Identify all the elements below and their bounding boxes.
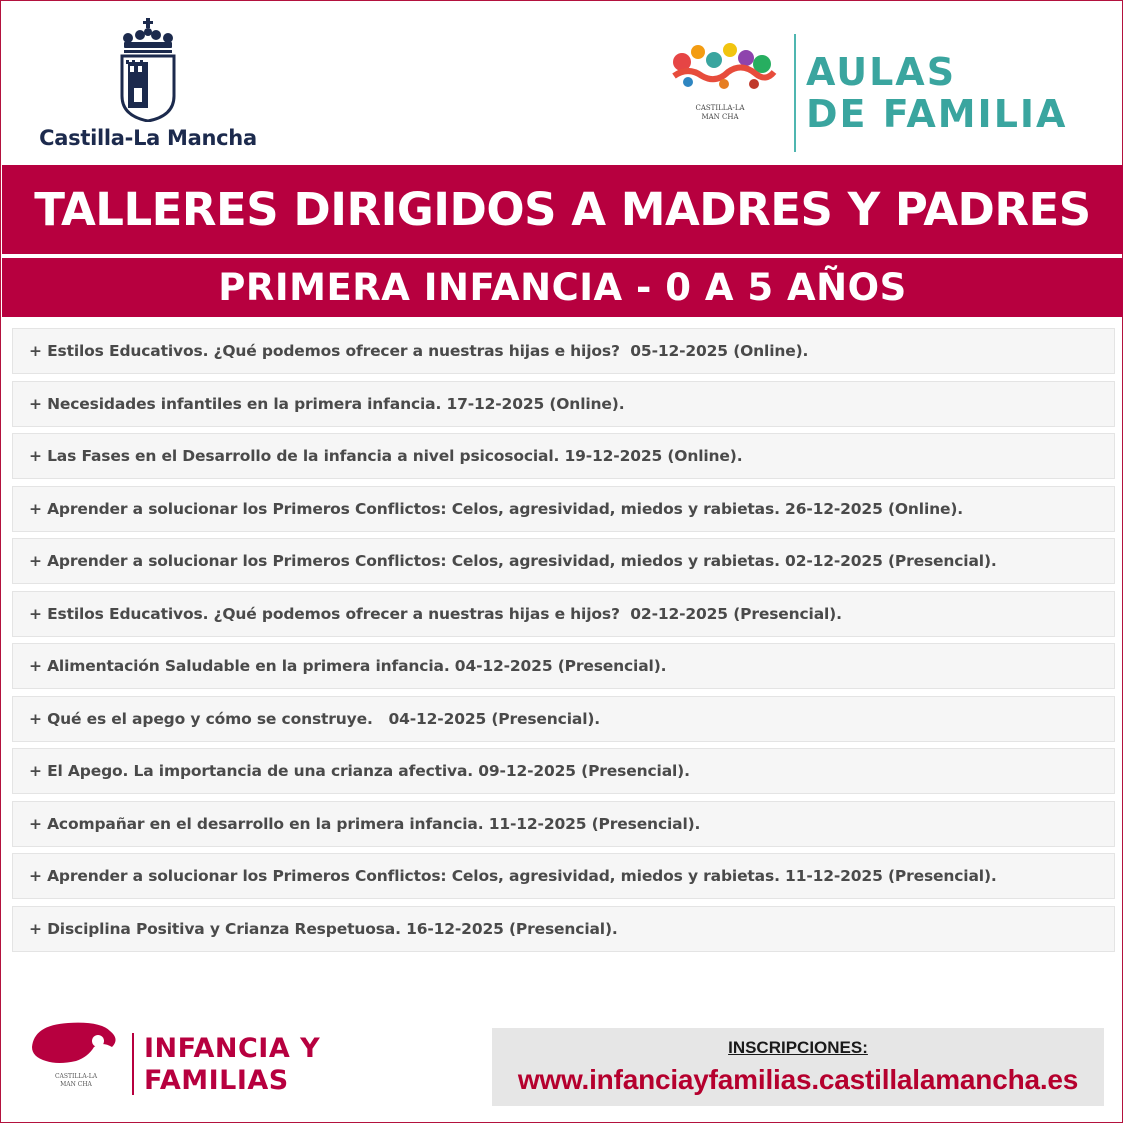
workshop-text: + Qué es el apego y cómo se construye. 04-12-2025 (Presencial).: [29, 709, 601, 728]
workshop-text: + Estilos Educativos. ¿Qué podemos ofrecer a nuestras hijas e hijos? 02-12-2025 (Presencial).: [29, 604, 842, 623]
workshop-text: + Aprender a solucionar los Primeros Conflictos: Celos, agresividad, miedos y rabietas. 11-12-2025 (Presencial).: [29, 867, 997, 885]
inscripciones-label: INSCRIPCIONES:: [728, 1038, 868, 1057]
aulas-logo-line2: DE FAMILIA: [806, 92, 1068, 136]
castilla-la-mancha-logo: [38, 18, 258, 158]
workshop-list: [12, 328, 1115, 958]
workshop-text: + Estilos Educativos. ¿Qué podemos ofrecer a nuestras hijas e hijos? 05-12-2025 (Online).: [29, 342, 809, 360]
workshop-text: + Aprender a solucionar los Primeros Conflictos: Celos, agresividad, miedos y rabietas. 02-12-2025 (Presencial).: [29, 552, 997, 570]
list-item: [12, 538, 1115, 584]
infancia-logo-line2: FAMILIAS: [144, 1065, 289, 1096]
aulas-region-text: CASTILLA-LA MAN CHA: [695, 104, 745, 121]
infancia-familias-emblem-icon: [28, 1017, 124, 1073]
workshop-text: + El Apego. La importancia de una crianza afectiva. 09-12-2025 (Presencial).: [29, 762, 690, 780]
list-item: [12, 328, 1115, 374]
workshop-text: + Las Fases en el Desarrollo de la infancia a nivel psicosocial. 19-12-2025 (Online).: [29, 447, 743, 465]
infancia-region-text: CASTILLA-LA MAN CHA: [54, 1073, 98, 1088]
infancia-logo-line1: INFANCIA Y: [144, 1033, 321, 1064]
infancia-y-familias-logo: [28, 1015, 358, 1115]
list-item: [12, 906, 1115, 952]
workshop-text: + Necesidades infantiles en la primera infancia. 17-12-2025 (Online).: [29, 394, 625, 413]
inscripciones-box: [492, 1028, 1104, 1106]
workshop-text: + Acompañar en el desarrollo en la primera infancia. 11-12-2025 (Presencial).: [29, 814, 701, 833]
logo-divider: [132, 1033, 134, 1095]
aulas-de-familia-logo: [668, 30, 1068, 155]
list-item: [12, 696, 1115, 742]
list-item: [12, 853, 1115, 899]
list-item: [12, 591, 1115, 637]
logo-divider: [794, 34, 796, 152]
clm-logo-text: Castilla-La Mancha: [39, 126, 257, 150]
workshop-text: + Disciplina Positiva y Crianza Respetuosa. 16-12-2025 (Presencial).: [29, 919, 618, 938]
children-figures-icon: [668, 38, 778, 98]
workshop-text: + Aprender a solucionar los Primeros Conflictos: Celos, agresividad, miedos y rabietas. 26-12-2025 (Online).: [29, 499, 964, 518]
list-item: [12, 486, 1115, 532]
aulas-logo-line1: AULAS: [806, 50, 957, 94]
subtitle-banner: PRIMERA INFANCIA - 0 A 5 AÑOS: [2, 258, 1123, 317]
inscripciones-url-link[interactable]: www.infanciayfamilias.castillalamancha.es: [517, 1064, 1079, 1095]
main-title-banner: TALLERES DIRIGIDOS A MADRES Y PADRES: [2, 165, 1123, 254]
list-item: [12, 748, 1115, 794]
list-item: [12, 643, 1115, 689]
list-item: [12, 801, 1115, 847]
workshop-text: + Alimentación Saludable en la primera infancia. 04-12-2025 (Presencial).: [29, 657, 667, 675]
list-item: [12, 433, 1115, 479]
coat-of-arms-icon: [116, 18, 180, 122]
list-item: [12, 381, 1115, 427]
